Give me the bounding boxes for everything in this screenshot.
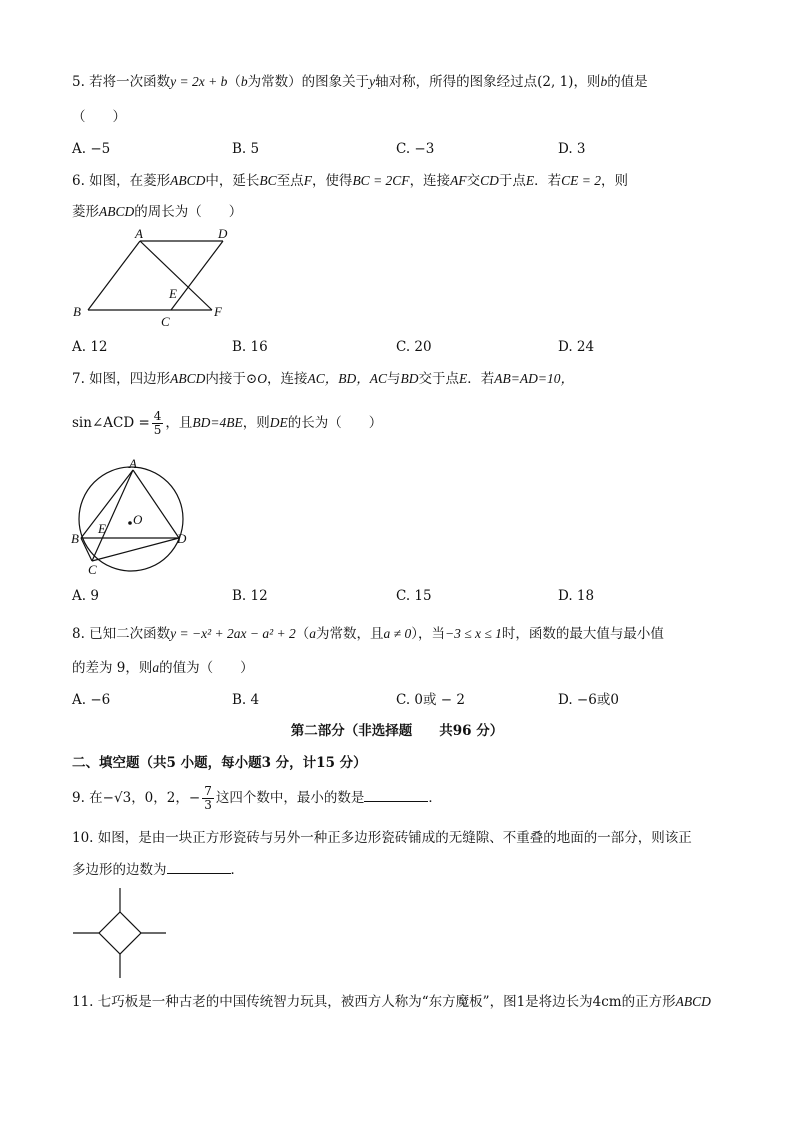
q5-text: ，则 <box>573 74 601 90</box>
q9-text: ，0，2， <box>131 790 189 806</box>
q6-label-d: D <box>218 228 228 241</box>
q5-option-a: A. −5 <box>72 141 111 157</box>
q10-text: ． <box>230 862 244 878</box>
q5-text: （ <box>227 74 241 90</box>
q6-text: ，连接 <box>409 173 451 189</box>
q7-text: 交于点 <box>418 371 459 387</box>
q7-option-a: A. 9 <box>72 588 99 604</box>
q6-text: 交 <box>466 173 481 189</box>
q6-text: 至点 <box>276 173 304 189</box>
q5-line1 <box>72 72 648 92</box>
q6-text: ，使得 <box>311 173 353 189</box>
q6-label-f: F <box>214 304 222 319</box>
q7-eq: AB=AD=10， <box>494 371 574 386</box>
q6-eq: BC = 2CF <box>352 173 410 188</box>
q6-option-d: D. 24 <box>558 339 595 355</box>
q8-option-d: D. −6或0 <box>558 692 619 708</box>
q7-text: 7. 如图，四边形 <box>72 371 171 387</box>
q8-option-a: A. −6 <box>72 692 111 708</box>
q9-neg: − <box>188 790 201 806</box>
q6-var: ABCD <box>170 173 206 188</box>
q5-option-c: C. −3 <box>396 141 435 157</box>
q7-circle: ⊙O <box>245 371 267 386</box>
q6-rhombus-figure <box>68 228 238 328</box>
q9-answer-blank <box>364 787 428 802</box>
q7-center-dot <box>128 521 132 525</box>
q7-text: ．若 <box>467 371 495 387</box>
q7-line2 <box>72 405 382 441</box>
q5-option-d: D. 3 <box>558 141 586 157</box>
q7-option-b: B. 12 <box>232 588 268 604</box>
section2-heading: 二、填空题（共5 小题，每小题3 分，计15 分） <box>72 755 367 771</box>
q6-line2 <box>72 202 242 222</box>
q5-bracket: （ ） <box>72 109 126 125</box>
q6-option-b: B. 16 <box>232 339 268 355</box>
q5-var: y <box>369 74 376 89</box>
q9-num: 7 <box>204 784 212 798</box>
q9-fraction <box>202 785 214 812</box>
q7-eq: BD=4BE <box>192 415 243 430</box>
q7-text: ，则 <box>242 415 270 431</box>
q10-line1: 10. 如图，是由一块正方形瓷砖与另外一种正多边形瓷砖铺成的无缝隙、不重叠的地面的一部分，则该正 <box>72 830 692 846</box>
q7-label-o: O <box>133 512 143 527</box>
q6-seg-ab <box>88 241 140 310</box>
q6-text: 菱形 <box>72 204 99 220</box>
q6-label-b: B <box>73 304 81 319</box>
q6-var: E <box>525 173 535 188</box>
q8-line1 <box>72 624 664 644</box>
q9-sqrt: −√3 <box>102 790 132 806</box>
q8-function: y = −x² + 2ax − a² + 2 <box>170 626 296 641</box>
q5-var: b <box>600 74 608 89</box>
q7-var: BD <box>400 371 419 386</box>
q6-label-c: C <box>161 314 170 328</box>
q6-label-a: A <box>135 228 143 241</box>
q10-answer-blank <box>167 859 231 874</box>
q5-formula: y = 2x + b <box>170 74 228 89</box>
q8-line2 <box>72 658 254 678</box>
q8-text: ），当 <box>411 626 445 642</box>
q10-line2 <box>72 859 244 880</box>
q8-text: 的值为（ ） <box>159 660 254 676</box>
q7-var: DE <box>269 415 288 430</box>
q7-var: E <box>458 371 468 386</box>
q7-option-d: D. 18 <box>558 588 595 604</box>
q10-text: 多边形的边数为 <box>72 862 167 878</box>
q7-seg-ad <box>133 470 179 538</box>
q7-line1 <box>72 369 574 389</box>
q7-circle-figure <box>66 458 202 578</box>
q9-text: ． <box>428 790 442 806</box>
q7-label-c: C <box>88 562 97 577</box>
q11-var: ABCD <box>675 994 711 1009</box>
q6-text: ，则 <box>600 173 628 189</box>
q5-point: (2, 1) <box>537 74 574 90</box>
q6-seg-dc <box>171 241 223 310</box>
q5-option-b: B. 5 <box>232 141 260 157</box>
q8-text: （ <box>295 626 310 642</box>
q6-text: 于点 <box>498 173 526 189</box>
q8-text: 8. 已知二次函数 <box>72 626 171 642</box>
q11-line1 <box>72 992 711 1012</box>
q5-text: 的值是 <box>607 74 648 90</box>
q11-text: 11. 七巧板是一种古老的中国传统智力玩具，被西方人称为“东方魔板”，图1是将边长为4cm的正方形 <box>72 994 676 1010</box>
q9-text: 9. 在 <box>72 790 103 806</box>
q5-text: 轴对称，所得的图象经过点 <box>375 74 538 90</box>
q7-label-b: B <box>71 531 79 546</box>
q5-text: 5. 若将一次函数 <box>72 74 171 90</box>
q7-fraction <box>152 410 164 437</box>
q7-text: 与 <box>386 371 401 387</box>
q6-var: ABCD <box>99 204 135 219</box>
q7-var: AC，BD，AC <box>307 371 387 386</box>
q7-label-a: A <box>129 458 137 471</box>
q6-var: BC <box>259 173 277 188</box>
q7-seg-bc <box>81 538 92 561</box>
q7-label-d: D <box>177 531 187 546</box>
q6-text: 中，延长 <box>205 173 260 189</box>
q9-text: 这四个数中，最小的数是 <box>215 790 365 806</box>
q7-text: ，且 <box>165 415 193 431</box>
q10-tile-figure <box>70 885 170 981</box>
q9-line <box>72 780 442 816</box>
q8-var: a <box>152 660 160 675</box>
q6-var: CD <box>480 173 499 188</box>
q6-label-e: E <box>169 286 177 301</box>
q6-option-c: C. 20 <box>396 339 432 355</box>
q8-text: 的差为 9，则 <box>72 660 153 676</box>
q6-text: 的周长为（ ） <box>134 204 243 220</box>
q7-text: 内接于 <box>205 371 246 387</box>
q8-range: −3 ≤ x ≤ 1 <box>444 626 502 641</box>
q6-option-a: A. 12 <box>72 339 108 355</box>
q7-label-e: E <box>98 521 106 536</box>
q9-den: 3 <box>204 798 212 812</box>
q6-var: AF <box>450 173 467 188</box>
q6-var: F <box>303 173 312 188</box>
q7-den: 5 <box>153 423 162 437</box>
q8-option-c: C. 0或 − 2 <box>396 692 466 708</box>
q5-var: b <box>240 74 248 89</box>
q5-text: 为常数）的图象关于 <box>247 74 370 90</box>
q7-text: ，连接 <box>266 371 308 387</box>
q7-num: 4 <box>153 409 162 423</box>
q7-text: 的长为（ ） <box>287 415 383 431</box>
q8-text: 时，函数的最大值与最小值 <box>501 626 664 642</box>
q8-option-b: B. 4 <box>232 692 260 708</box>
q6-text: 6. 如图，在菱形 <box>72 173 171 189</box>
q6-text: ．若 <box>534 173 562 189</box>
q8-text: 为常数，且 <box>316 626 384 642</box>
q8-var: a <box>309 626 317 641</box>
q10-square-tile <box>99 912 141 954</box>
q6-line1 <box>72 171 628 191</box>
q8-cond: a ≠ 0 <box>383 626 412 641</box>
q7-option-c: C. 15 <box>396 588 432 604</box>
part2-heading: 第二部分（非选择题 共96 分） <box>290 723 504 739</box>
q7-sin: sin∠ACD = <box>72 415 150 431</box>
q6-eq: CE = 2 <box>561 173 601 188</box>
q7-var: ABCD <box>170 371 206 386</box>
